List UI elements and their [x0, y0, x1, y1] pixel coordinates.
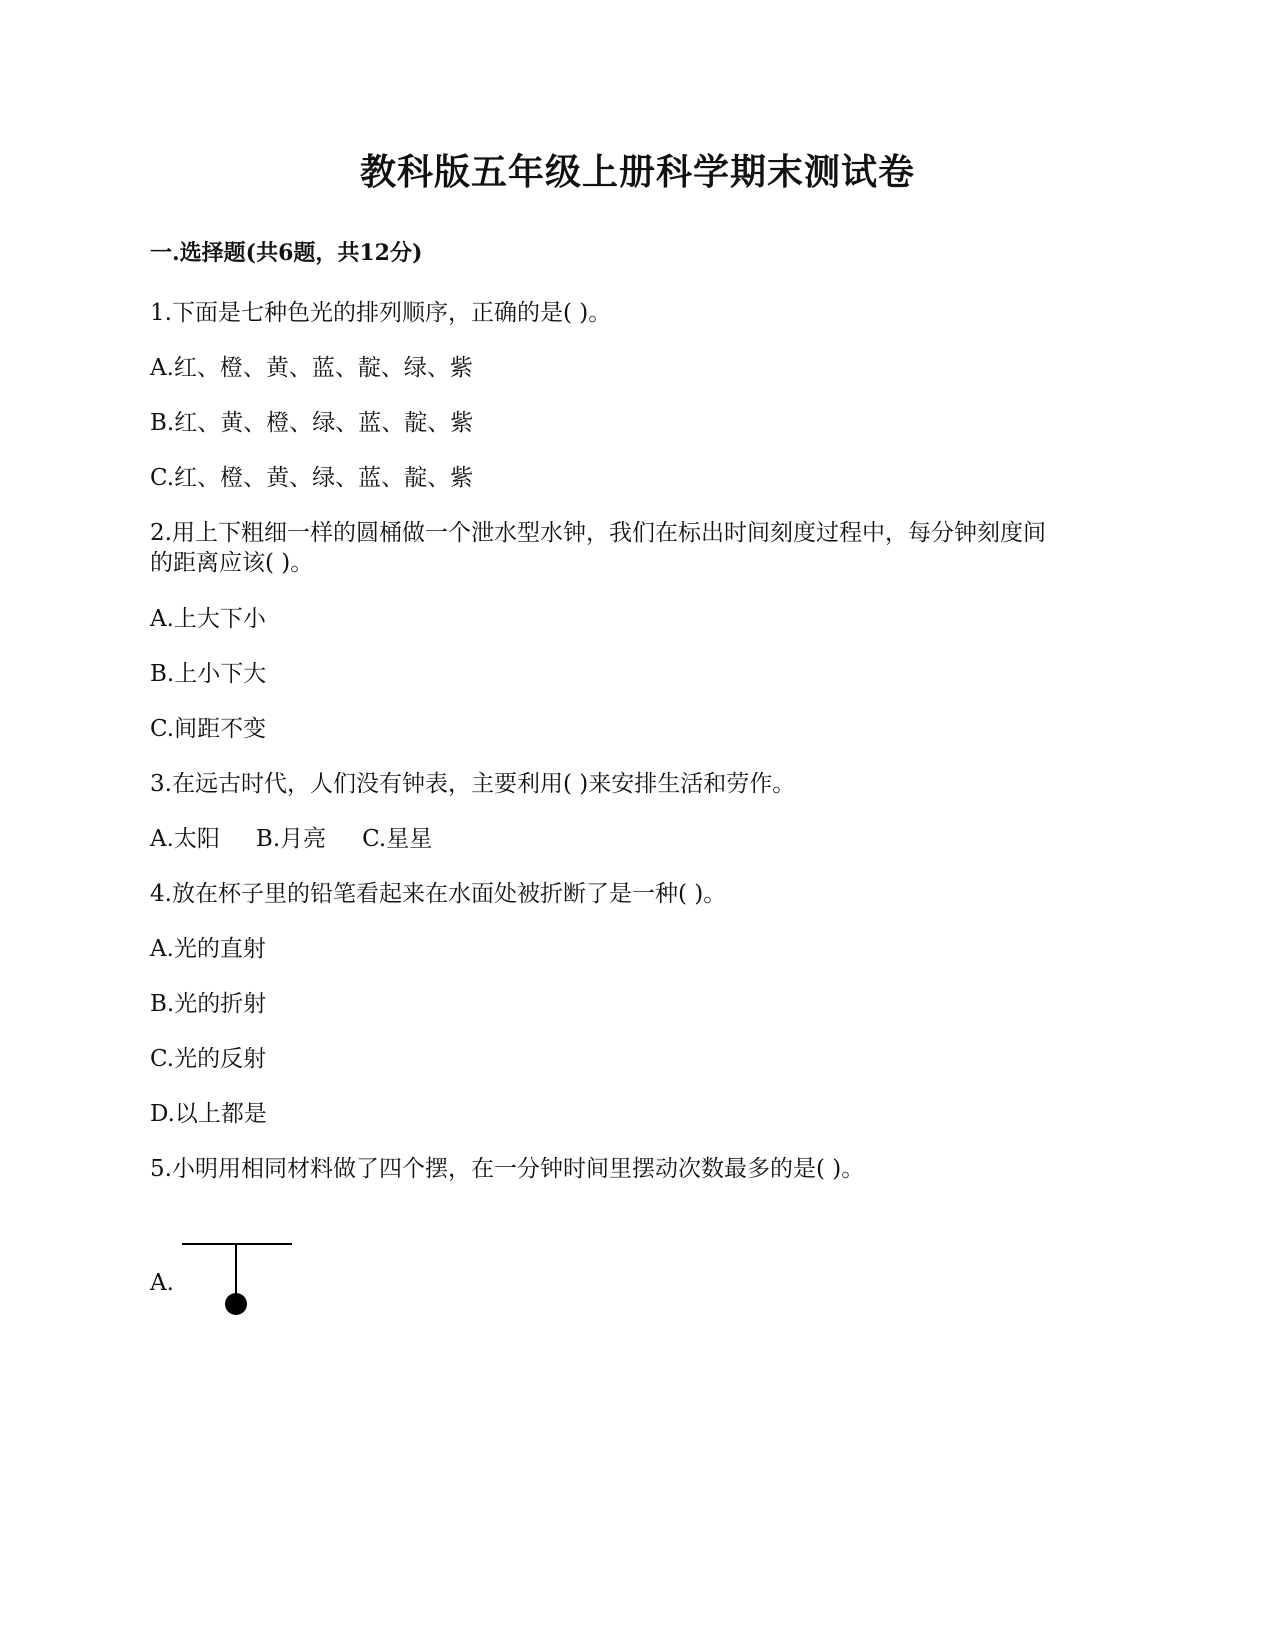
question-4-stem: 4.放在杯子里的铅笔看起来在水面处被折断了是一种( )。 — [150, 881, 727, 907]
pendulum-diagram — [180, 1240, 300, 1320]
question-2-option-a: A.上大下小 — [150, 606, 266, 632]
question-2-option-c: C.间距不变 — [150, 716, 267, 742]
question-4-option-b: B.光的折射 — [150, 991, 267, 1017]
question-5-stem: 5.小明用相同材料做了四个摆，在一分钟时间里摆动次数最多的是( )。 — [150, 1156, 865, 1182]
question-1-option-c: C.红、橙、黄、绿、蓝、靛、紫 — [150, 465, 474, 491]
page-title: 教科版五年级上册科学期末测试卷 — [359, 151, 915, 193]
question-2-stem-line2: 的距离应该( )。 — [150, 550, 314, 576]
question-1-stem: 1.下面是七种色光的排列顺序，正确的是( )。 — [150, 300, 612, 326]
question-2-stem-line1: 2.用上下粗细一样的圆桶做一个泄水型水钟，我们在标出时间刻度过程中，每分钟刻度间 — [150, 520, 1046, 546]
question-5-option-a-label: A. — [150, 1270, 174, 1296]
question-3-option-c: C.星星 — [362, 826, 433, 852]
question-4-option-a: A.光的直射 — [150, 936, 266, 962]
question-4-option-d: D.以上都是 — [150, 1101, 267, 1127]
question-3-option-a: A.太阳 — [150, 826, 220, 852]
pendulum-bob — [225, 1293, 247, 1315]
question-3-stem: 3.在远古时代，人们没有钟表，主要利用( )来安排生活和劳作。 — [150, 771, 796, 797]
section-heading: 一.选择题(共6题，共12分) — [150, 240, 423, 266]
question-3-options — [150, 824, 468, 854]
question-3-option-b: B.月亮 — [255, 826, 327, 852]
question-4-option-c: C.光的反射 — [150, 1046, 267, 1072]
question-1-option-b: B.红、黄、橙、绿、蓝、靛、紫 — [150, 410, 474, 436]
question-1-option-a: A.红、橙、黄、蓝、靛、绿、紫 — [150, 355, 473, 381]
question-2-option-b: B.上小下大 — [150, 661, 267, 687]
